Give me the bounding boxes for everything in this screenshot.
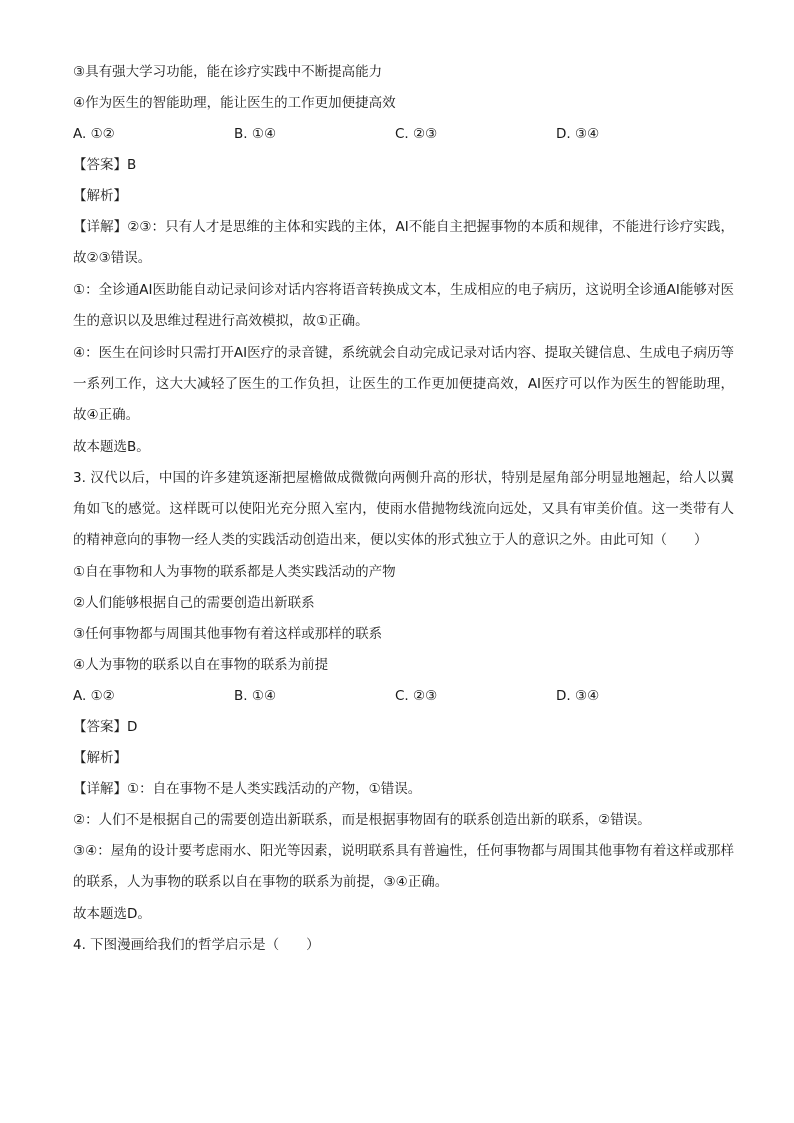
q3-answer (73, 717, 734, 737)
q2-analysis-label: 【解析】 (73, 188, 127, 204)
q3-item-4: ④人为事物的联系以自在事物的联系为前提 (73, 657, 329, 673)
q2-answer-value: B (127, 157, 137, 173)
q3-item-3: ③任何事物都与周围其他事物有着这样或那样的联系 (73, 626, 383, 642)
q3-option-c: C. ②③ (395, 688, 438, 704)
q2-item-4: ④作为医生的智能助理，能让医生的工作更加便捷高效 (73, 95, 396, 111)
q2-detail-label: 【详解】 (73, 219, 128, 235)
q2-detail-3: ④：医生在问诊时只需打开AI医疗的录音键，系统就会自动完成记录对话内容、提取关键信息、生成电子病历等一系列工作，这大大减轻了医生的工作负担，让医生的工作更加便捷高效，AI医疗可以作为医生的智能助理，故④正确。 (73, 345, 734, 423)
q3-detail-2: ②：人们不是根据自己的需要创造出新联系，而是根据事物固有的联系创造出新的联系，②错误。 (73, 812, 651, 828)
q2-item-3: ③具有强大学习功能，能在诊疗实践中不断提高能力 (73, 64, 383, 80)
q2-options (73, 124, 734, 144)
q4-stem: 4. 下图漫画给我们的哲学启示是（ ） (73, 937, 320, 953)
q3-conclusion: 故本题选D。 (73, 906, 151, 922)
q3-option-d: D. ③④ (556, 688, 600, 704)
q2-answer (73, 155, 734, 175)
q3-answer-label: 【答案】 (73, 719, 127, 735)
q2-detail-2: ①：全诊通AI医助能自动记录问诊对话内容将语音转换成文本，生成相应的电子病历，这说明全诊通AI能够对医生的意识以及思维过程进行高效模拟，故①正确。 (73, 282, 734, 329)
q3-detail-1 (73, 779, 734, 799)
q2-option-b: B. ①④ (234, 126, 277, 142)
q3-answer-value: D (127, 719, 138, 735)
q3-stem: 3. 汉代以后，中国的许多建筑逐渐把屋檐做成微微向两侧升高的形状，特别是屋角部分明显地翘起，给人以翼角如飞的感觉。这样既可以使阳光充分照入室内，使雨水借抛物线流向远处，又具有审美价值。这一类带有人的精神意向的事物一经人类的实践活动创造出来，便以实体的形式独立于人的意识之外。由此可知（ ） (73, 470, 734, 548)
q3-detail-3: ③④：屋角的设计要考虑雨水、阳光等因素，说明联系具有普遍性，任何事物都与周围其他事物有着这样或那样的联系，人为事物的联系以自在事物的联系为前提，③④正确。 (73, 843, 734, 890)
q3-analysis-label: 【解析】 (73, 750, 127, 766)
q2-detail-1-text: ②③：只有人才是思维的主体和实践的主体，AI不能自主把握事物的本质和规律，不能进行诊疗实践，故②③错误。 (73, 219, 735, 266)
q3-options (73, 686, 734, 706)
q3-item-2: ②人们能够根据自己的需要创造出新联系 (73, 595, 315, 611)
q2-detail-1 (73, 212, 734, 274)
q3-item-1: ①自在事物和人为事物的联系都是人类实践活动的产物 (73, 564, 396, 580)
q3-detail-label: 【详解】 (73, 781, 127, 797)
q2-option-c: C. ②③ (395, 126, 438, 142)
q3-option-a: A. ①② (73, 688, 115, 704)
q3-option-b: B. ①④ (234, 688, 277, 704)
q3-detail-1-text: ①：自在事物不是人类实践活动的产物，①错误。 (127, 781, 422, 797)
q2-answer-label: 【答案】 (73, 157, 127, 173)
q2-conclusion: 故本题选B。 (73, 439, 150, 455)
q2-option-d: D. ③④ (556, 126, 600, 142)
q2-option-a: A. ①② (73, 126, 115, 142)
